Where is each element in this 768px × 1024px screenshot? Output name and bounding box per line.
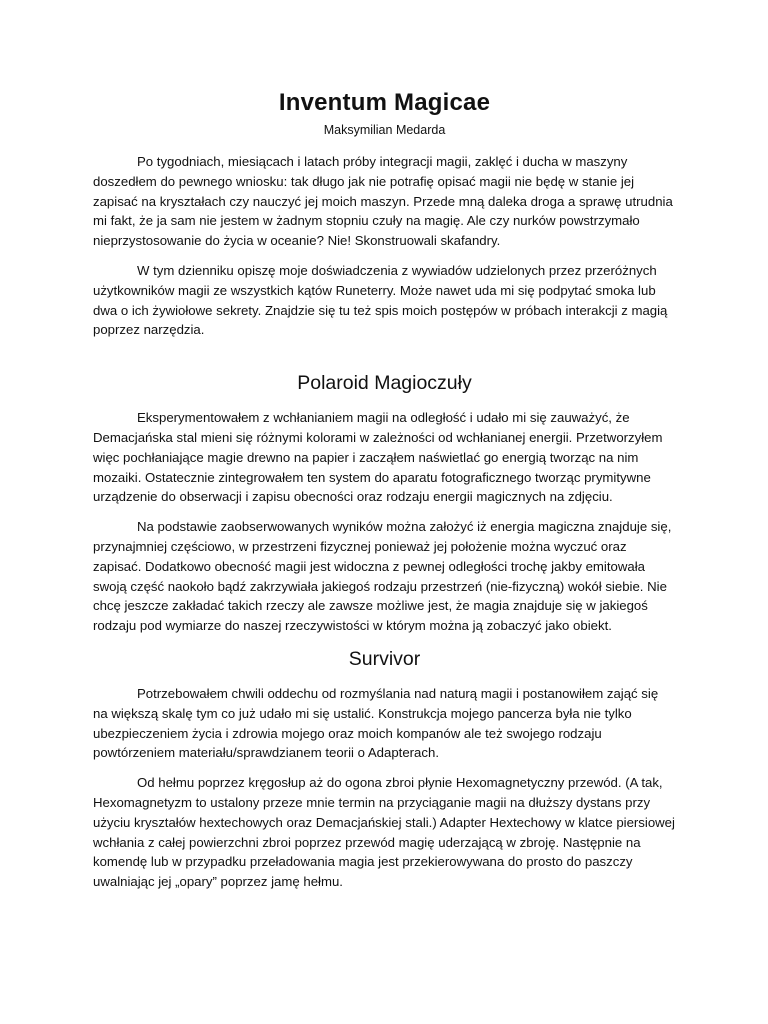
survivor-paragraph-2: Od hełmu poprzez kręgosłup aż do ogona zbroi płynie Hexomagnetyczny przewód. (A tak, Hexomagnetyzm to ustalony przeze mnie termin na przyciąganie magii na dłuższy dystans przy użyciu kryształów hextechowych oraz Demacjańskiej stali.) Adapter Hextechowy w klatce piersiowej wchłania z całej powierzchni zbroi poprzez przewód magię uderzającą w zbroję. Następnie na komendę lub w przypadku przeładowania magia jest przekierowywana do prosto do paszczy uwalniając jej „opary” poprzez jamę hełmu. <box>93 775 675 890</box>
polaroid-paragraph-1: Eksperymentowałem z wchłanianiem magii na odległość i udało mi się zauważyć, że Demacjańska stal mieni się różnymi kolorami w zależności od wchłanianej energii. Przetworzyłem więc pochłaniające magie drewno na papier i zacząłem naświetlać go energią tworząc na nim mozaiki. Ostatecznie zintegrowałem ten system do aparatu fotograficznego tworząc prymitywne urządzenie do obserwacji i zapisu obecności oraz rodzaju energii magicznych na zdjęciu. <box>93 410 663 505</box>
intro-paragraph-1: Po tygodniach, miesiącach i latach próby integracji magii, zaklęć i ducha w maszyny doszedłem do pewnego wniosku: tak długo jak nie potrafię opisać magii nie będę w stanie jej zapisać na kryształach czy nauczyć jej moich maszyn. Przede mną daleka droga a sprawę utrudnia mi fakt, że ja sam nie jestem w żadnym stopniu czuły na magię. Ale czy nurków powstrzymało nieprzystosowanie do życia w oceanie? Nie! Skonstruowali skafandry. <box>93 154 673 249</box>
section-heading-survivor: Survivor <box>348 647 421 670</box>
document-title: Inventum Magicae <box>278 89 491 116</box>
document-author: Maksymilian Medarda <box>323 123 446 137</box>
intro-paragraph-2: W tym dzienniku opiszę moje doświadczenia z wywiadów udzielonych przez przeróżnych użytkowników magii ze wszystkich kątów Runeterry. Może nawet uda mi się podpytać smoka lub dwa o ich żywiołowe sekrety. Znajdzie się tu też spis moich postępów w próbach interakcji z magią poprzez narzędzia. <box>93 262 668 338</box>
polaroid-paragraph-2: Na podstawie zaobserwowanych wyników można założyć iż energia magiczna znajduje się, przynajmniej częściowo, w przestrzeni fizycznej ponieważ jej położenie można wyczuć oraz zapisać. Dodatkowo obecność magii jest widoczna z pewnej odległości trochę jakby emitowała swoją część naokoło bądź zakrzywiała jakiegoś rodzaju przestrzeń (nie-fizyczną) wokół siebie. Nie chcę jeszcze zakładać takich rzeczy ale zawsze możliwe jest, że magia znajduje się w jakiegoś rodzaju pod wymiarze do naszej rzeczywistości w którym można ją zobaczyć jako obiekt. <box>93 519 672 634</box>
survivor-paragraph-1: Potrzebowałem chwili oddechu od rozmyślania nad naturą magii i postanowiłem zająć się na większą skalę tym co już udało mi się ustalić. Konstrukcja mojego pancerza była nie tylko ubezpieczeniem życia i zdrowia mojego oraz moich kompanów ale też swojego rodzaju powtórzeniem materiału/sprawdzianem teorii o Adapterach. <box>93 685 659 761</box>
section-heading-polaroid: Polaroid Magioczuły <box>297 372 472 395</box>
document-page <box>93 88 676 902</box>
